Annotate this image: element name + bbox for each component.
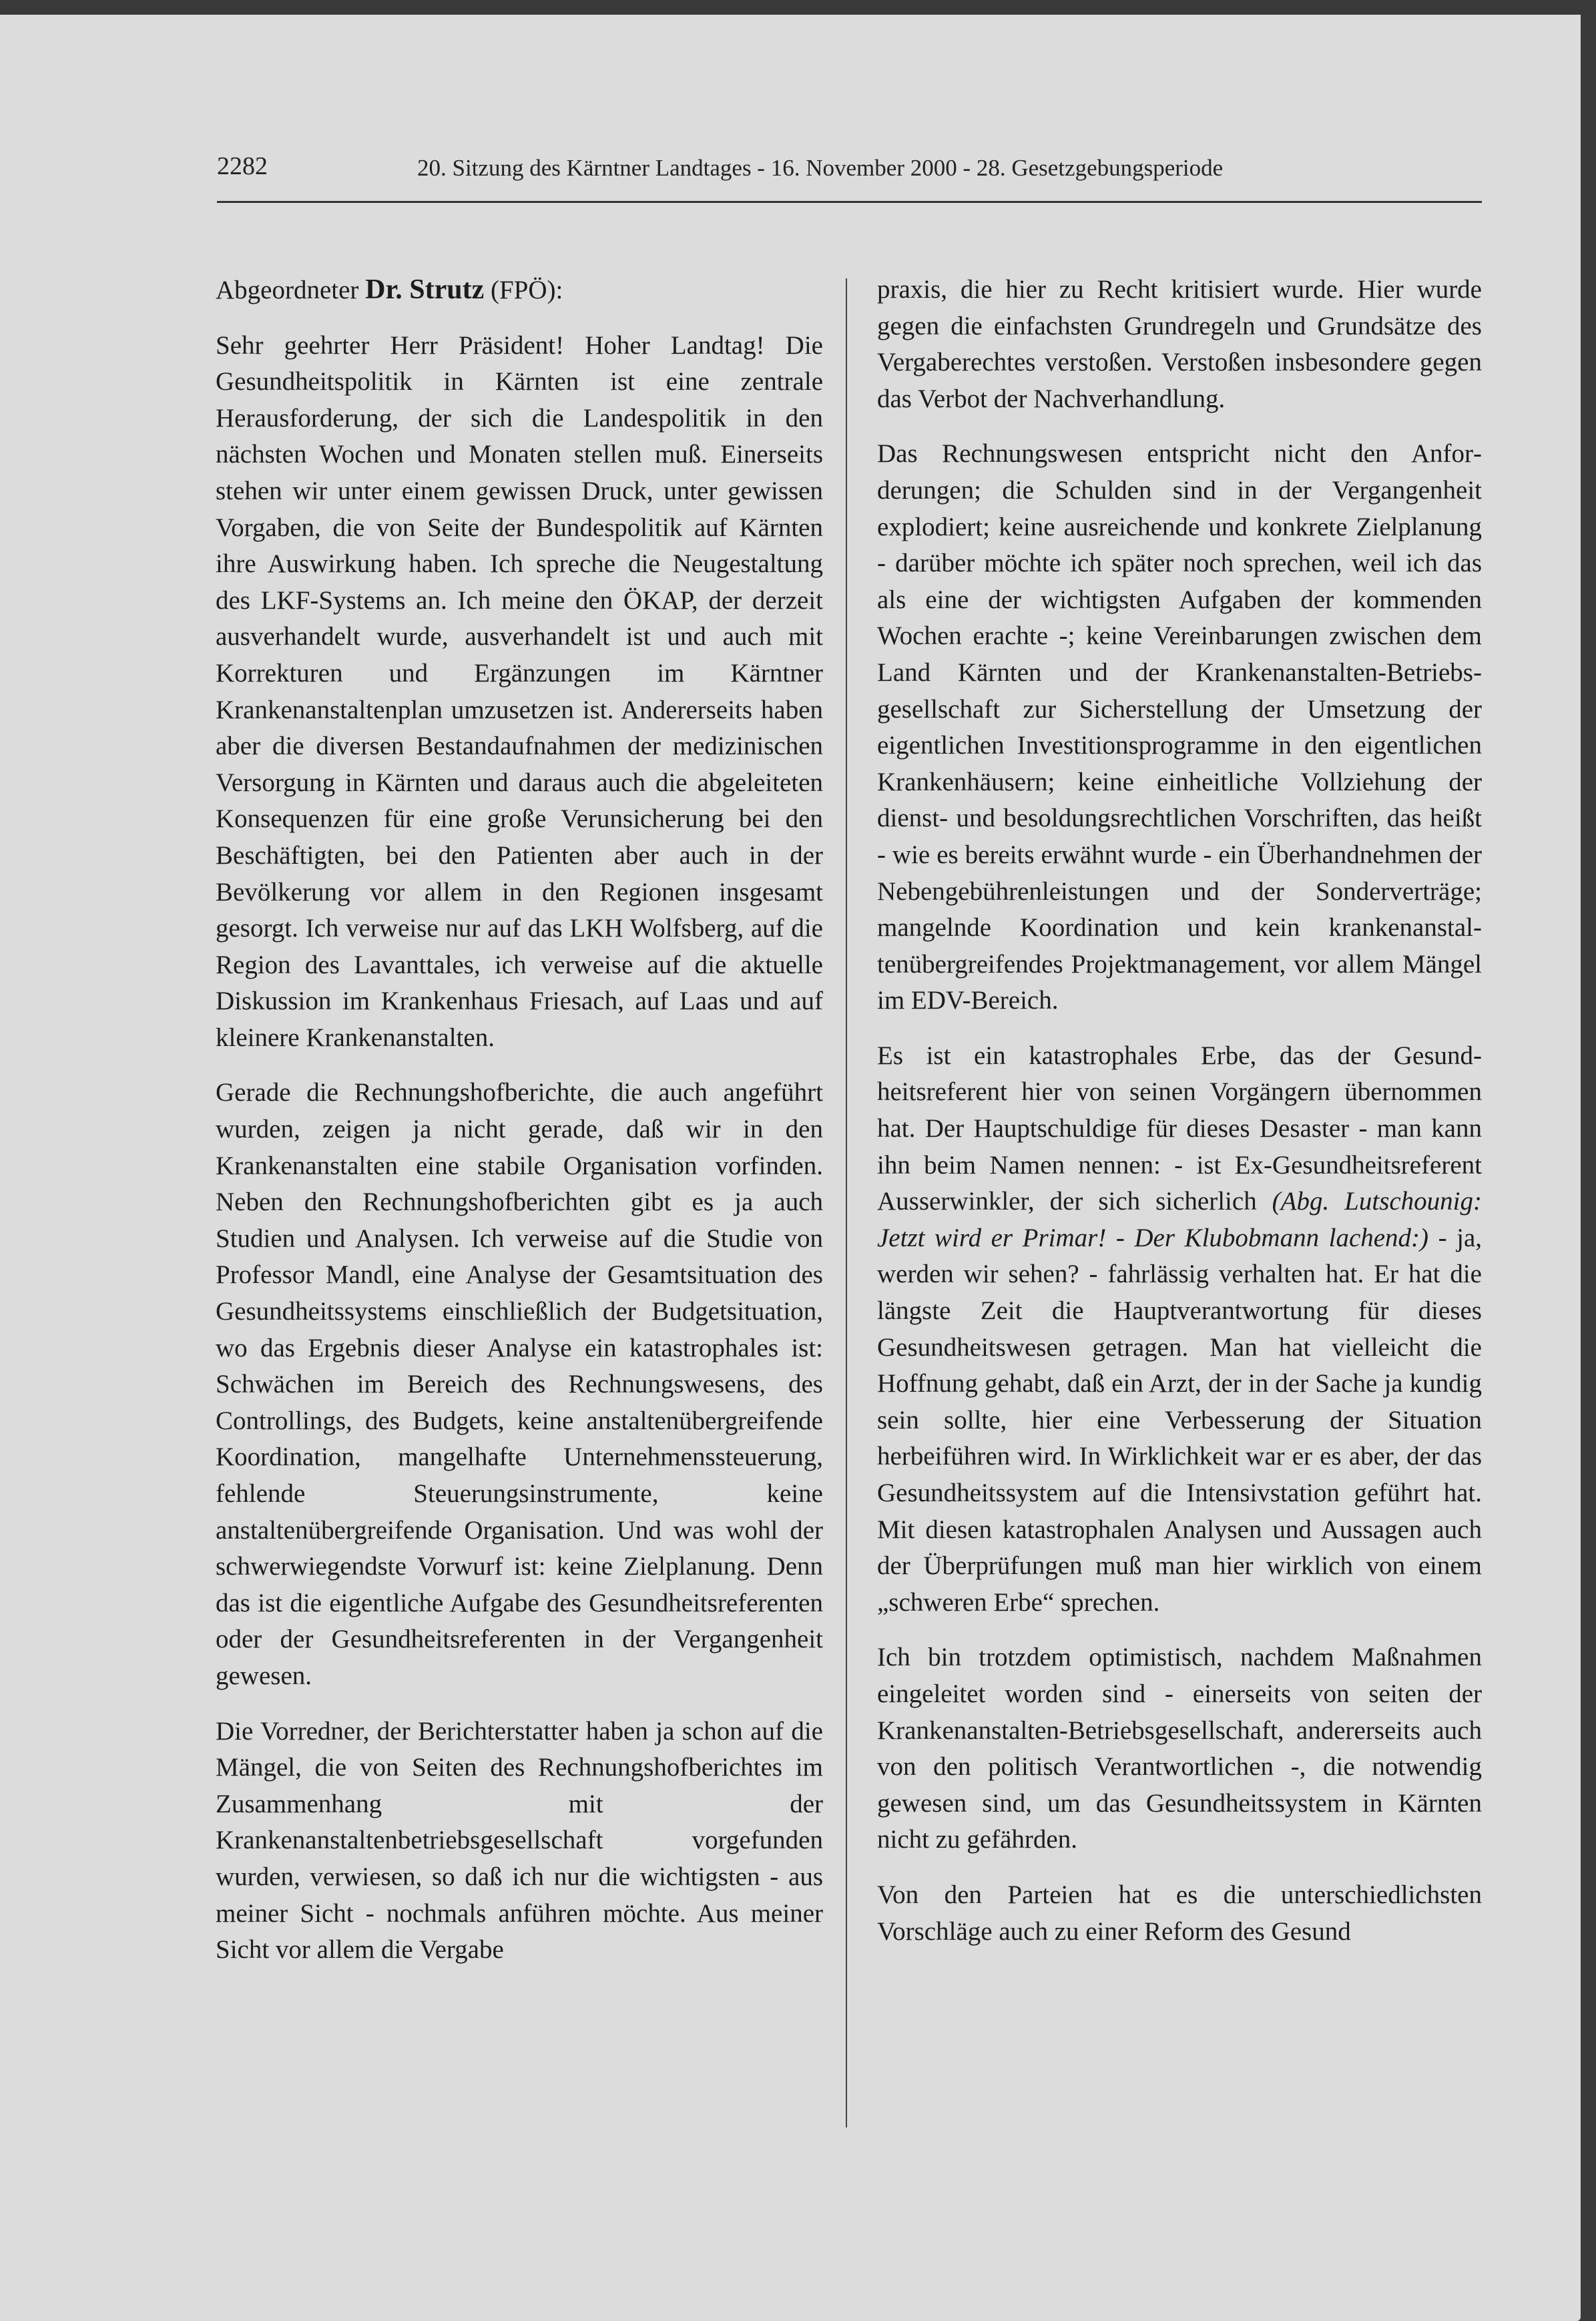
left-column xyxy=(216,272,823,1987)
speaker-line xyxy=(216,272,823,309)
speaker-prefix: Abgeordneter xyxy=(216,276,366,304)
header-rule xyxy=(217,201,1482,203)
speaker-name: Dr. Strutz xyxy=(365,274,485,305)
running-head: 20. Sitzung des Kärntner Landtages - 16. November 2000 - 28. Gesetzgebungsperiode xyxy=(417,155,1224,181)
paragraph: praxis, die hier zu Recht kritisiert wurde. Hier wurde gegen die einfachsten Grundregeln und Grundsätze des Vergaberechtes verstoßen. Verstoßen insbesondere gegen das Verbot der Nachverhandlung. xyxy=(877,275,1482,413)
paragraph: Ich bin trotzdem optimistisch, nachdem Maßnahmen eingeleitet worden sind - einerseits von seiten der Krankenanstalten-Betriebsgesellschaft, andererseits auch von den politisch Verantwortlichen -, die notwendig gewesen sind, um das Gesundheitssystem in Kärnten nicht zu gefährden. xyxy=(877,1643,1482,1854)
document-page xyxy=(0,15,1581,2321)
paragraph: Die Vorredner, der Berichterstatter haben ja schon auf die Mängel, die von Seiten des Rechnungshofberichtes im Zusammenhang mit der Krankenanstaltenbetriebsgesellschaft vorgefunden wurden, verwiesen, so daß ich nur die wichtigsten - aus meiner Sicht - nochmals anführen möchte. Aus meiner Sicht vor allem die Vergabe xyxy=(216,1716,823,1965)
right-column xyxy=(877,272,1482,1969)
paragraph: Gerade die Rechnungshofberichte, die auch angeführt wurden, zeigen ja nicht gerade, daß wir in den Krankenanstalten eine stabile Organisation vorfinden. Neben den Rechnungshofberichten gibt es ja auch Studien und Analysen. Ich verweise auf die Studie von Professor Mandl, eine Analyse der Gesamtsituation des Gesundheitssystems einschließlich der Budgetsituation, wo das Ergebnis dieser Analyse ein katastrophales ist: Schwächen im Bereich des Rechnungswesens, des Controllings, des Budgets, keine anstaltenübergreifende Koordination, mangelhafte Unternehmenssteuerung, fehlende Steuerungsinstrumente, keine anstaltenübergreifende Organisation. Und was wohl der schwerwiegendste Vorwurf ist: keine Zielplanung. Denn das ist die eigentliche Aufgabe des Gesundheitsreferenten oder der Gesundheitsreferenten in der Vergangenheit gewesen. xyxy=(216,1078,823,1690)
page-number: 2282 xyxy=(217,152,268,180)
paragraph: Von den Parteien hat es die unterschiedlichsten Vorschläge auch zu einer Reform des Gesund xyxy=(877,1880,1482,1946)
column-divider xyxy=(846,278,847,2127)
interjection: (Abg. Lutschounig: Jetzt wird er Primar! - Der Klubobmann lachend:) xyxy=(877,1187,1482,1252)
paragraph-text: Es ist ein katastrophales Erbe, das der Gesundheitsreferent hier von seinen Vorgängern übernommen hat. Der Hauptschuldige für dieses Desaster - man kann ihn beim Namen nennen: - ist Ex-Gesundheitsreferent Ausserwinkler, der sich sicherlich xyxy=(877,1041,1482,1216)
paragraph-text: - ja, werden wir sehen? - fahrlässig verhalten hat. Er hat die längste Zeit die Hauptverantwortung für dieses Gesundheitswesen getragen. Man hat vielleicht die Hoffnung gehabt, daß ein Arzt, der in der Sache ja kundig sein sollte, hier eine Verbesserung der Situation herbeiführen wird. In Wirklichkeit war er es aber, der das Gesundheitssystem auf die Intensivstation geführt hat. Mit diesen katastrophalen Analysen und Aussagen auch der Überprüfungen muß man hier wirklich von einem „schweren Erbe“ sprechen. xyxy=(877,1223,1483,1617)
speaker-party: (FPÖ): xyxy=(484,276,563,304)
paragraph: Das Rechnungswesen entspricht nicht den Anforderungen; die Schulden sind in der Vergangenheit explodiert; keine ausreichende und konkrete Zielplanung - darüber möchte ich später noch sprechen, weil ich das als eine der wichtigsten Aufgaben der kommenden Wochen erachte -; keine Vereinbarungen zwischen dem Land Kärnten und der Krankenanstalten-Betriebsgesellschaft zur Sicherstellung der Umsetzung der eigentlichen Investitionsprogramme in den eigentlichen Krankenhäusern; keine einheitliche Vollziehung der dienst- und besoldungsrechtlichen Vorschriften, das heißt - wie es bereits erwähnt wurde - ein Überhandnehmen der Nebengebührenleistungen und der Sonderverträge; mangelnde Koordination und kein krankenanstaltenübergreifendes Projektmanagement, vor allem Mängel im EDV-Bereich. xyxy=(877,439,1482,1015)
paragraph xyxy=(877,1038,1482,1621)
paragraph: Sehr geehrter Herr Präsident! Hoher Landtag! Die Gesundheitspolitik in Kärnten ist eine zentrale Herausforderung, der sich die Landespolitik in den nächsten Wochen und Monaten stellen muß. Einerseits stehen wir unter einem gewissen Druck, unter gewissen Vorgaben, die von Seite der Bundespolitik auf Kärnten ihre Auswirkung haben. Ich spreche die Neugestaltung des LKF-Systems an. Ich meine den ÖKAP, der derzeit ausverhandelt wurde, ausverhandelt ist und auch mit Korrekturen und Ergänzungen im Kärntner Krankenanstaltenplan umzusetzen ist. Andererseits haben aber die diversen Bestandaufnahmen der medizinischen Versorgung in Kärnten und daraus auch die abgeleiteten Konsequenzen für eine große Verunsicherung bei den Beschäftigten, bei den Patienten aber auch in der Bevölkerung vor allem in den Regionen insgesamt gesorgt. Ich verweise nur auf das LKH Wolfsberg, auf die Region des Lavanttales, ich verweise auf die aktuelle Diskussion im Krankenhaus Friesach, auf Laas und auf kleinere Krankenanstalten. xyxy=(216,330,823,1052)
